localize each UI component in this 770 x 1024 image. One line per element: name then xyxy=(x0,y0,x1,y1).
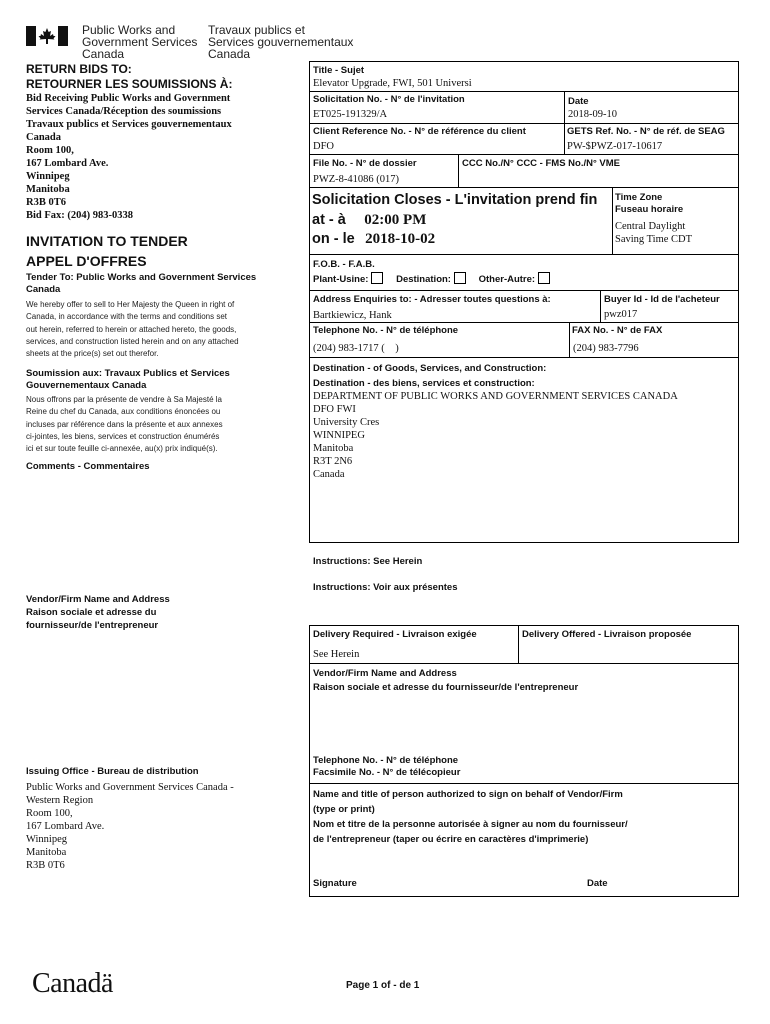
instructions-fr: Instructions: Voir aux présentes xyxy=(313,582,458,593)
authorized-person-label: Name and title of person authorized to sign on behalf of Vendor/Firm (type or print) Nom et titre de la personne autorisée à signer au nom du fournisseur/ de l'entrepreneur (taper ou écrire en caractères d'imprimerie) xyxy=(313,789,628,845)
invitation-title: INVITATION TO TENDER APPEL D'OFFRES xyxy=(26,233,188,269)
issuing-office-address: Public Works and Government Services Canada - Western Region Room 100, 167 Lombard Ave. Winnipeg Manitoba R3B 0T6 xyxy=(26,782,234,871)
at-label: at - à xyxy=(312,212,346,228)
gets-ref-label: GETS Ref. No. - N° de réf. de SEAG xyxy=(567,126,725,137)
gets-ref-value: PW-$PWZ-017-10617 xyxy=(567,141,663,152)
delivery-offered-field[interactable] xyxy=(522,643,734,661)
fax-value: (204) 983-7796 xyxy=(573,343,639,354)
closing-date-value: 2018-10-02 xyxy=(365,231,436,247)
time-zone-label: Time Zone Fuseau horaire xyxy=(615,192,684,215)
return-bids-heading: RETURN BIDS TO: RETOURNER LES SOUMISSIONS À: xyxy=(26,62,233,91)
vendor-name-address-field[interactable] xyxy=(313,698,733,750)
destination-goods-label: Destination - of Goods, Services, and Construction: Destination - des biens, services et construction: xyxy=(313,363,547,389)
other-autre-checkbox[interactable] xyxy=(538,272,550,284)
page-number: Page 1 of - de 1 xyxy=(346,980,420,991)
instructions-en: Instructions: See Herein xyxy=(313,556,423,567)
delivery-required-label: Delivery Required - Livraison exigée xyxy=(313,629,477,640)
vendor-label-left: Vendor/Firm Name and Address Raison sociale et adresse du fournisseur/de l'entrepreneur xyxy=(26,594,170,631)
on-label: on - le xyxy=(312,231,355,247)
tender-to-label: Tender To: Public Works and Government Services Canada xyxy=(26,272,257,295)
solicitation-closes-label: Solicitation Closes - L'invitation prend fin xyxy=(312,192,598,208)
client-reference-label: Client Reference No. - N° de référence du client xyxy=(313,126,526,137)
delivery-offered-label: Delivery Offered - Livraison proposée xyxy=(522,629,692,640)
solicitation-number-label: Solicitation No. - N° de l'invitation xyxy=(313,94,465,105)
comments-label: Comments - Commentaires xyxy=(26,461,150,472)
closing-time-value: 02:00 PM xyxy=(364,212,427,228)
address-enquiries-label: Address Enquiries to: - Adresser toutes questions à: xyxy=(313,294,551,305)
ccc-fms-label: CCC No./N° CCC - FMS No./N° VME xyxy=(462,158,621,169)
other-autre-label: Other-Autre: xyxy=(478,274,536,285)
telephone-value: (204) 983-1717 ( ) xyxy=(313,343,399,354)
issuing-office-label: Issuing Office - Bureau de distribution xyxy=(26,766,199,777)
title-value: Elevator Upgrade, FWI, 501 Universi xyxy=(313,78,472,89)
address-enquiries-value: Bartkiewicz, Hank xyxy=(313,310,392,321)
phone-fax-label: Telephone No. - N° de téléphone Facsimile No. - N° de télécopieur xyxy=(313,755,461,778)
soumission-label: Soumission aux: Travaux Publics et Services Gouvernementaux Canada xyxy=(26,368,230,391)
buyer-id-value: pwz017 xyxy=(604,309,638,320)
delivery-required-value: See Herein xyxy=(313,649,360,660)
file-number-value: PWZ-8-41086 (017) xyxy=(313,174,400,185)
tender-text: We hereby offer to sell to Her Majesty the Queen in right of Canada, in accordance with the terms and conditions set out herein, referred to herein or attached hereto, the goods, services, and construction listed herein and on any attached sheets at the price(s) set out therefor. xyxy=(26,300,239,359)
vendor-name-address-label: Vendor/Firm Name and Address Raison sociale et adresse du fournisseur/de l'entrepreneur xyxy=(313,668,579,693)
destination-option-label: Destination: xyxy=(396,274,451,285)
closing-date-row xyxy=(312,230,435,248)
signature-date-label: Date xyxy=(587,878,608,889)
buyer-id-label: Buyer Id - Id de l'acheteur xyxy=(604,294,720,305)
soumission-text: Nous offrons par la présente de vendre à Sa Majesté la Reine du chef du Canada, aux conditions énoncées ou incluses par référence dans la présente et aux annexes ci-jointes, les biens, services et construction énumérés ici et sur toute feuille ci-annexée, au(x) prix indiqué(s). xyxy=(26,395,223,454)
return-address: Bid Receiving Public Works and Government Services Canada/Réception des soumissions Travaux publics et Services gouvernementaux Canada Room 100, 167 Lombard Ave. Winnipeg Manitoba R3B 0T6 Bid Fax: (204) 983-0338 xyxy=(26,93,232,221)
client-reference-value: DFO xyxy=(313,141,335,152)
department-name-fr: Travaux publics et Services gouvernementaux Canada xyxy=(208,23,354,61)
fob-label: F.O.B. - F.A.B. xyxy=(313,259,375,270)
telephone-label: Telephone No. - N° de téléphone xyxy=(313,325,459,336)
file-number-label: File No. - N° de dossier xyxy=(313,158,417,169)
destination-checkbox[interactable] xyxy=(454,272,466,284)
time-zone-value: Central Daylight Saving Time CDT xyxy=(615,221,693,245)
department-name-en: Public Works and Government Services Canada xyxy=(82,23,198,61)
title-label: Title - Sujet xyxy=(313,65,365,76)
date-label: Date xyxy=(568,96,589,107)
fob-options xyxy=(313,272,550,285)
fax-label: FAX No. - N° de FAX xyxy=(572,325,663,336)
canada-flag-logo xyxy=(26,26,68,46)
signature-label: Signature xyxy=(313,878,357,889)
plant-usine-checkbox[interactable] xyxy=(371,272,383,284)
closing-time-row xyxy=(312,211,426,229)
canada-wordmark: Canadä xyxy=(32,968,113,999)
destination-goods-address: DEPARTMENT OF PUBLIC WORKS AND GOVERNMENT SERVICES CANADA DFO FWI University Cres WINNIPEG Manitoba R3T 2N6 Canada xyxy=(313,391,678,480)
plant-usine-label: Plant-Usine: xyxy=(313,274,369,285)
solicitation-number-value: ET025-191329/A xyxy=(313,109,388,120)
authorized-person-field[interactable] xyxy=(313,848,733,872)
date-value: 2018-09-10 xyxy=(568,109,617,120)
